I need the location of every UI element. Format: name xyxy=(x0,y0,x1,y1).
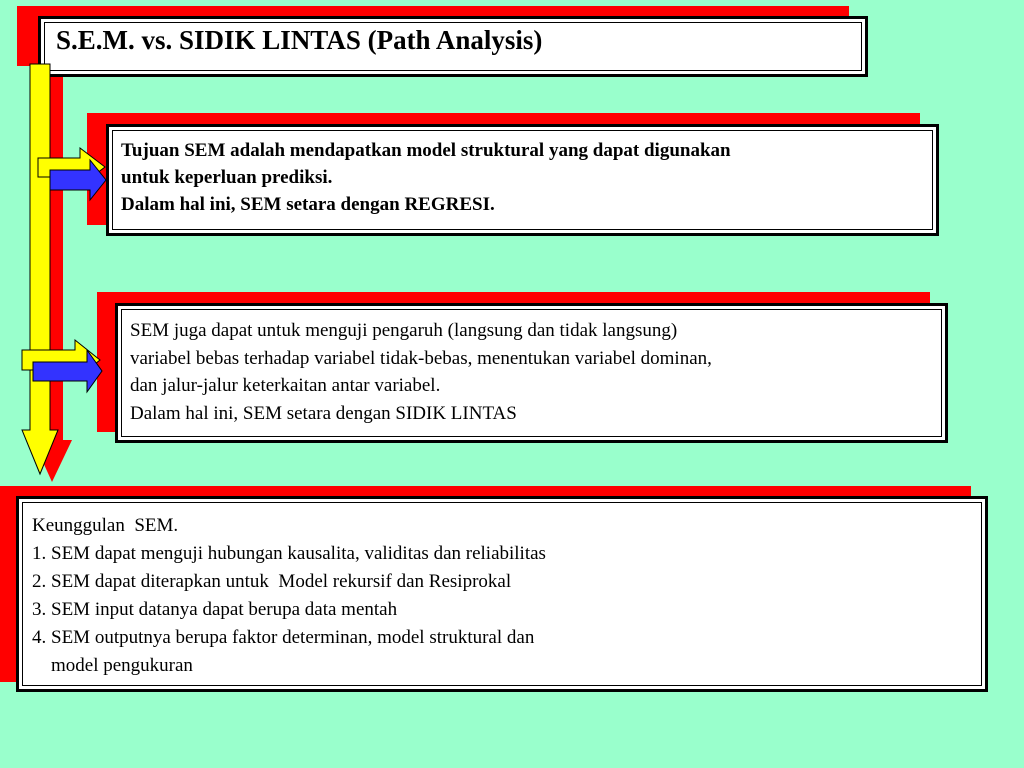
box3-item-2: 2. SEM dapat diterapkan untuk Model rekursif dan Resiprokal xyxy=(32,571,512,592)
box3-item-1: 1. SEM dapat menguji hubungan kausalita, validitas dan reliabilitas xyxy=(32,543,546,564)
box1-line-3: Dalam hal ini, SEM setara dengan REGRESI. xyxy=(121,194,495,215)
box3-item-4-cont: model pengukuran xyxy=(32,655,193,676)
box1-line-1: Tujuan SEM adalah mendapatkan model struktural yang dapat digunakan xyxy=(121,140,731,161)
box3-heading: Keunggulan SEM. xyxy=(32,515,179,536)
slide-title: S.E.M. vs. SIDIK LINTAS (Path Analysis) xyxy=(56,25,543,55)
box3-item-4: 4. SEM outputnya berupa faktor determinan, model struktural dan xyxy=(32,627,535,648)
box2-line-4: Dalam hal ini, SEM setara dengan SIDIK LINTAS xyxy=(130,402,517,424)
box3-item-3: 3. SEM input datanya dapat berupa data mentah xyxy=(32,599,398,620)
box1-line-2: untuk keperluan prediksi. xyxy=(121,167,333,188)
box2-line-1: SEM juga dapat untuk menguji pengaruh (langsung dan tidak langsung) xyxy=(130,320,678,341)
box2-line-3: dan jalur-jalur keterkaitan antar variabel. xyxy=(130,375,441,396)
box2-line-2: variabel bebas terhadap variabel tidak-bebas, menentukan variabel dominan, xyxy=(130,347,712,369)
